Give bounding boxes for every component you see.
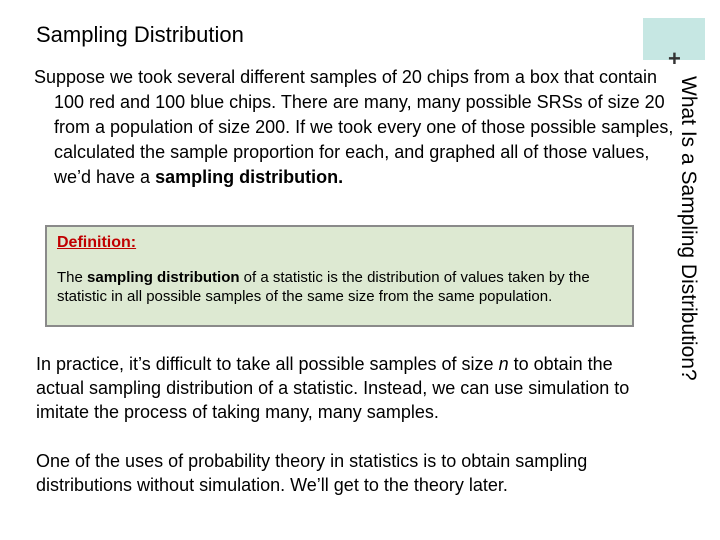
- practice-text-start: In practice, it’s difficult to take all possible samples of size: [36, 354, 499, 374]
- practice-paragraph: [36, 352, 656, 424]
- definition-heading: Definition:: [57, 234, 137, 251]
- intro-paragraph: [34, 65, 686, 190]
- definition-text-start: The: [57, 269, 88, 286]
- definition-text-end: of a statistic is the distribution of values taken by the statistic in all possible samples of the same size from the same population.: [57, 269, 590, 305]
- practice-variable: n: [498, 354, 509, 374]
- intro-bold-term: sampling distribution: [155, 167, 339, 187]
- slide-title: Sampling Distribution: [36, 22, 244, 47]
- definition-box: [45, 225, 634, 327]
- uses-paragraph: One of the uses of probability theory in statistics is to obtain sampling distributions without simulation. We’ll get to the theory later.: [36, 451, 588, 495]
- plus-icon: +: [668, 46, 681, 71]
- definition-text: [57, 268, 623, 306]
- definition-bold-term: sampling distribution: [87, 269, 240, 286]
- side-title: What Is a Sampling Distribution?: [677, 76, 700, 381]
- intro-text: Suppose we took several different samples of 20 chips from a box that contain 100 red and 100 blue chips. There are many, many possible SRSs of size 20 from a population of size 200. If we took every one of those possible samples, calculated the sample proportion for each, and graphed all of those values, we’d have a: [34, 67, 674, 187]
- practice-text-end: to obtain the actual sampling distribution of a statistic. Instead, we can use simulation to imitate the process of taking many, many samples.: [36, 354, 630, 422]
- intro-period: .: [338, 167, 344, 187]
